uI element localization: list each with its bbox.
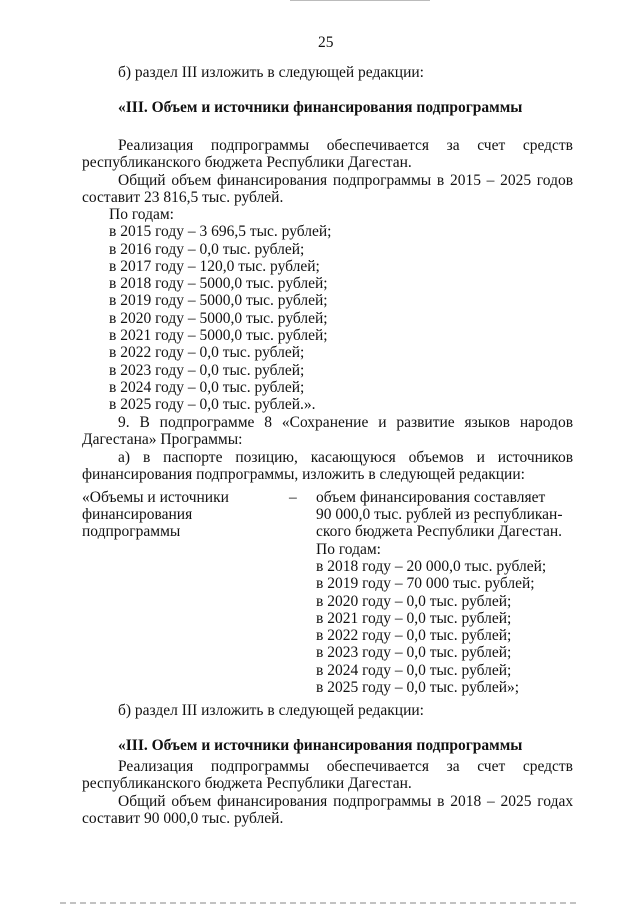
year-line: в 2025 году – 0,0 тыс. рублей.». <box>109 396 316 413</box>
scan-artifact-bottom <box>60 902 580 904</box>
scan-artifact-top <box>290 0 430 1</box>
year-line: в 2023 году – 0,0 тыс. рублей; <box>109 362 305 379</box>
paragraph-line: Общий объем финансирования подпрограммы в 2015 – 2025 годов <box>118 172 574 189</box>
year-line: в 2016 году – 0,0 тыс. рублей; <box>109 241 305 258</box>
by-years-label: По годам: <box>109 206 174 223</box>
year-line: в 2024 году – 0,0 тыс. рублей; <box>109 379 305 396</box>
paragraph-line: финансирования подпрограммы, изложить в следующей редакции: <box>82 466 525 483</box>
year-line: в 2018 году – 5000,0 тыс. рублей; <box>109 275 328 292</box>
year-line: в 2017 году – 120,0 тыс. рублей; <box>109 258 320 275</box>
passport-value-line: По годам: <box>316 541 381 558</box>
paragraph-line: а) в паспорте позицию, касающуюся объемов и источников <box>118 449 574 466</box>
year-line: в 2019 году – 5000,0 тыс. рублей; <box>109 292 328 309</box>
passport-value-line: в 2019 году – 70 000 тыс. рублей; <box>316 575 535 592</box>
passport-value-line: ского бюджета Республики Дагестан. <box>316 523 563 540</box>
section-heading: «III. Объем и источники финансирования подпрограммы <box>118 99 523 116</box>
passport-value-line: в 2022 году – 0,0 тыс. рублей; <box>316 627 512 644</box>
passport-value-line: в 2020 году – 0,0 тыс. рублей; <box>316 593 512 610</box>
page-number: 25 <box>318 34 334 51</box>
passport-value-line: 90 000,0 тыс. рублей из республикан- <box>316 506 563 523</box>
paragraph-line: составит 23 816,5 тыс. рублей. <box>82 189 284 206</box>
paragraph-line: Реализация подпрограммы обеспечивается за счет средств <box>118 758 573 775</box>
paragraph-line: составит 90 000,0 тыс. рублей. <box>82 810 284 827</box>
passport-value-line: в 2021 году – 0,0 тыс. рублей; <box>316 610 512 627</box>
paragraph-line: республиканского бюджета Республики Дагестан. <box>82 775 412 792</box>
year-line: в 2021 году – 5000,0 тыс. рублей; <box>109 327 328 344</box>
passport-label: подпрограммы <box>82 523 181 540</box>
paragraph-line: 9. В подпрограмме 8 «Сохранение и развитие языков народов <box>118 414 574 431</box>
intro-section-3: б) раздел III изложить в следующей редакции: <box>118 702 424 719</box>
passport-value-line: в 2024 году – 0,0 тыс. рублей; <box>316 662 512 679</box>
passport-value-line: в 2023 году – 0,0 тыс. рублей; <box>316 644 512 661</box>
passport-dash: – <box>289 489 297 506</box>
paragraph-line: Общий объем финансирования подпрограммы в 2018 – 2025 годах <box>118 793 574 810</box>
year-line: в 2022 году – 0,0 тыс. рублей; <box>109 344 305 361</box>
paragraph-line: Реализация подпрограммы обеспечивается за счет средств <box>118 137 573 154</box>
passport-label: «Объемы и источники <box>82 489 229 506</box>
passport-value-line: объем финансирования составляет <box>316 489 546 506</box>
passport-value-line: в 2025 году – 0,0 тыс. рублей»; <box>316 679 520 696</box>
year-line: в 2015 году – 3 696,5 тыс. рублей; <box>109 223 332 240</box>
paragraph-line: Дагестана» Программы: <box>82 431 243 448</box>
intro-section-3: б) раздел III изложить в следующей редакции: <box>118 64 424 81</box>
year-line: в 2020 году – 5000,0 тыс. рублей; <box>109 310 328 327</box>
passport-label: финансирования <box>82 506 193 523</box>
passport-value-line: в 2018 году – 20 000,0 тыс. рублей; <box>316 558 547 575</box>
section-heading: «III. Объем и источники финансирования подпрограммы <box>118 737 523 754</box>
paragraph-line: республиканского бюджета Республики Дагестан. <box>82 154 412 171</box>
